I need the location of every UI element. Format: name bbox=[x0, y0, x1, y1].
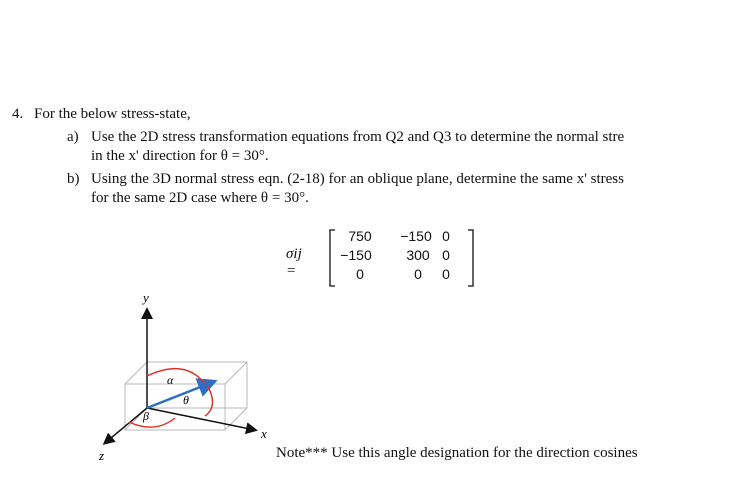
matrix-cell: 0 bbox=[414, 266, 422, 282]
matrix-cell: 0 bbox=[442, 247, 450, 263]
matrix-cell: 750 bbox=[348, 228, 372, 244]
alpha-label: α bbox=[167, 373, 174, 387]
note-text: Note*** Use this angle designation for the direction cosines bbox=[276, 445, 638, 461]
theta-arc bbox=[205, 385, 213, 416]
part-a-line2: in the x' direction for θ = 30°. bbox=[91, 148, 269, 164]
alpha-arc bbox=[147, 369, 205, 384]
matrix-cell: −150 bbox=[400, 228, 432, 244]
problem-number: 4. bbox=[12, 106, 24, 122]
problem-intro: For the below stress-state, bbox=[34, 106, 191, 122]
z-axis-label: z bbox=[99, 448, 105, 463]
matrix-cell: 0 bbox=[442, 228, 450, 244]
part-a-label: a) bbox=[67, 129, 79, 145]
matrix-cell: 300 bbox=[406, 247, 430, 263]
x-axis-label: x bbox=[261, 426, 267, 441]
matrix-lhs: σij = bbox=[286, 246, 302, 279]
theta-label: θ bbox=[183, 393, 189, 407]
matrix-cell: −150 bbox=[340, 247, 372, 263]
part-b-label: b) bbox=[67, 171, 80, 187]
direction-cosine-diagram bbox=[95, 288, 285, 468]
beta-label: β bbox=[143, 409, 149, 423]
part-b-line1: Using the 3D normal stress eqn. (2-18) for an oblique plane, determine the same x' stress bbox=[91, 171, 624, 187]
matrix-cell: 0 bbox=[356, 266, 364, 282]
x-axis bbox=[147, 408, 255, 430]
direction-vector bbox=[147, 382, 213, 408]
matrix-cell: 0 bbox=[442, 266, 450, 282]
part-a-line1: Use the 2D stress transformation equations from Q2 and Q3 to determine the normal stre bbox=[91, 129, 625, 145]
y-axis-label: y bbox=[143, 290, 149, 305]
part-b-line2: for the same 2D case where θ = 30°. bbox=[91, 190, 309, 206]
